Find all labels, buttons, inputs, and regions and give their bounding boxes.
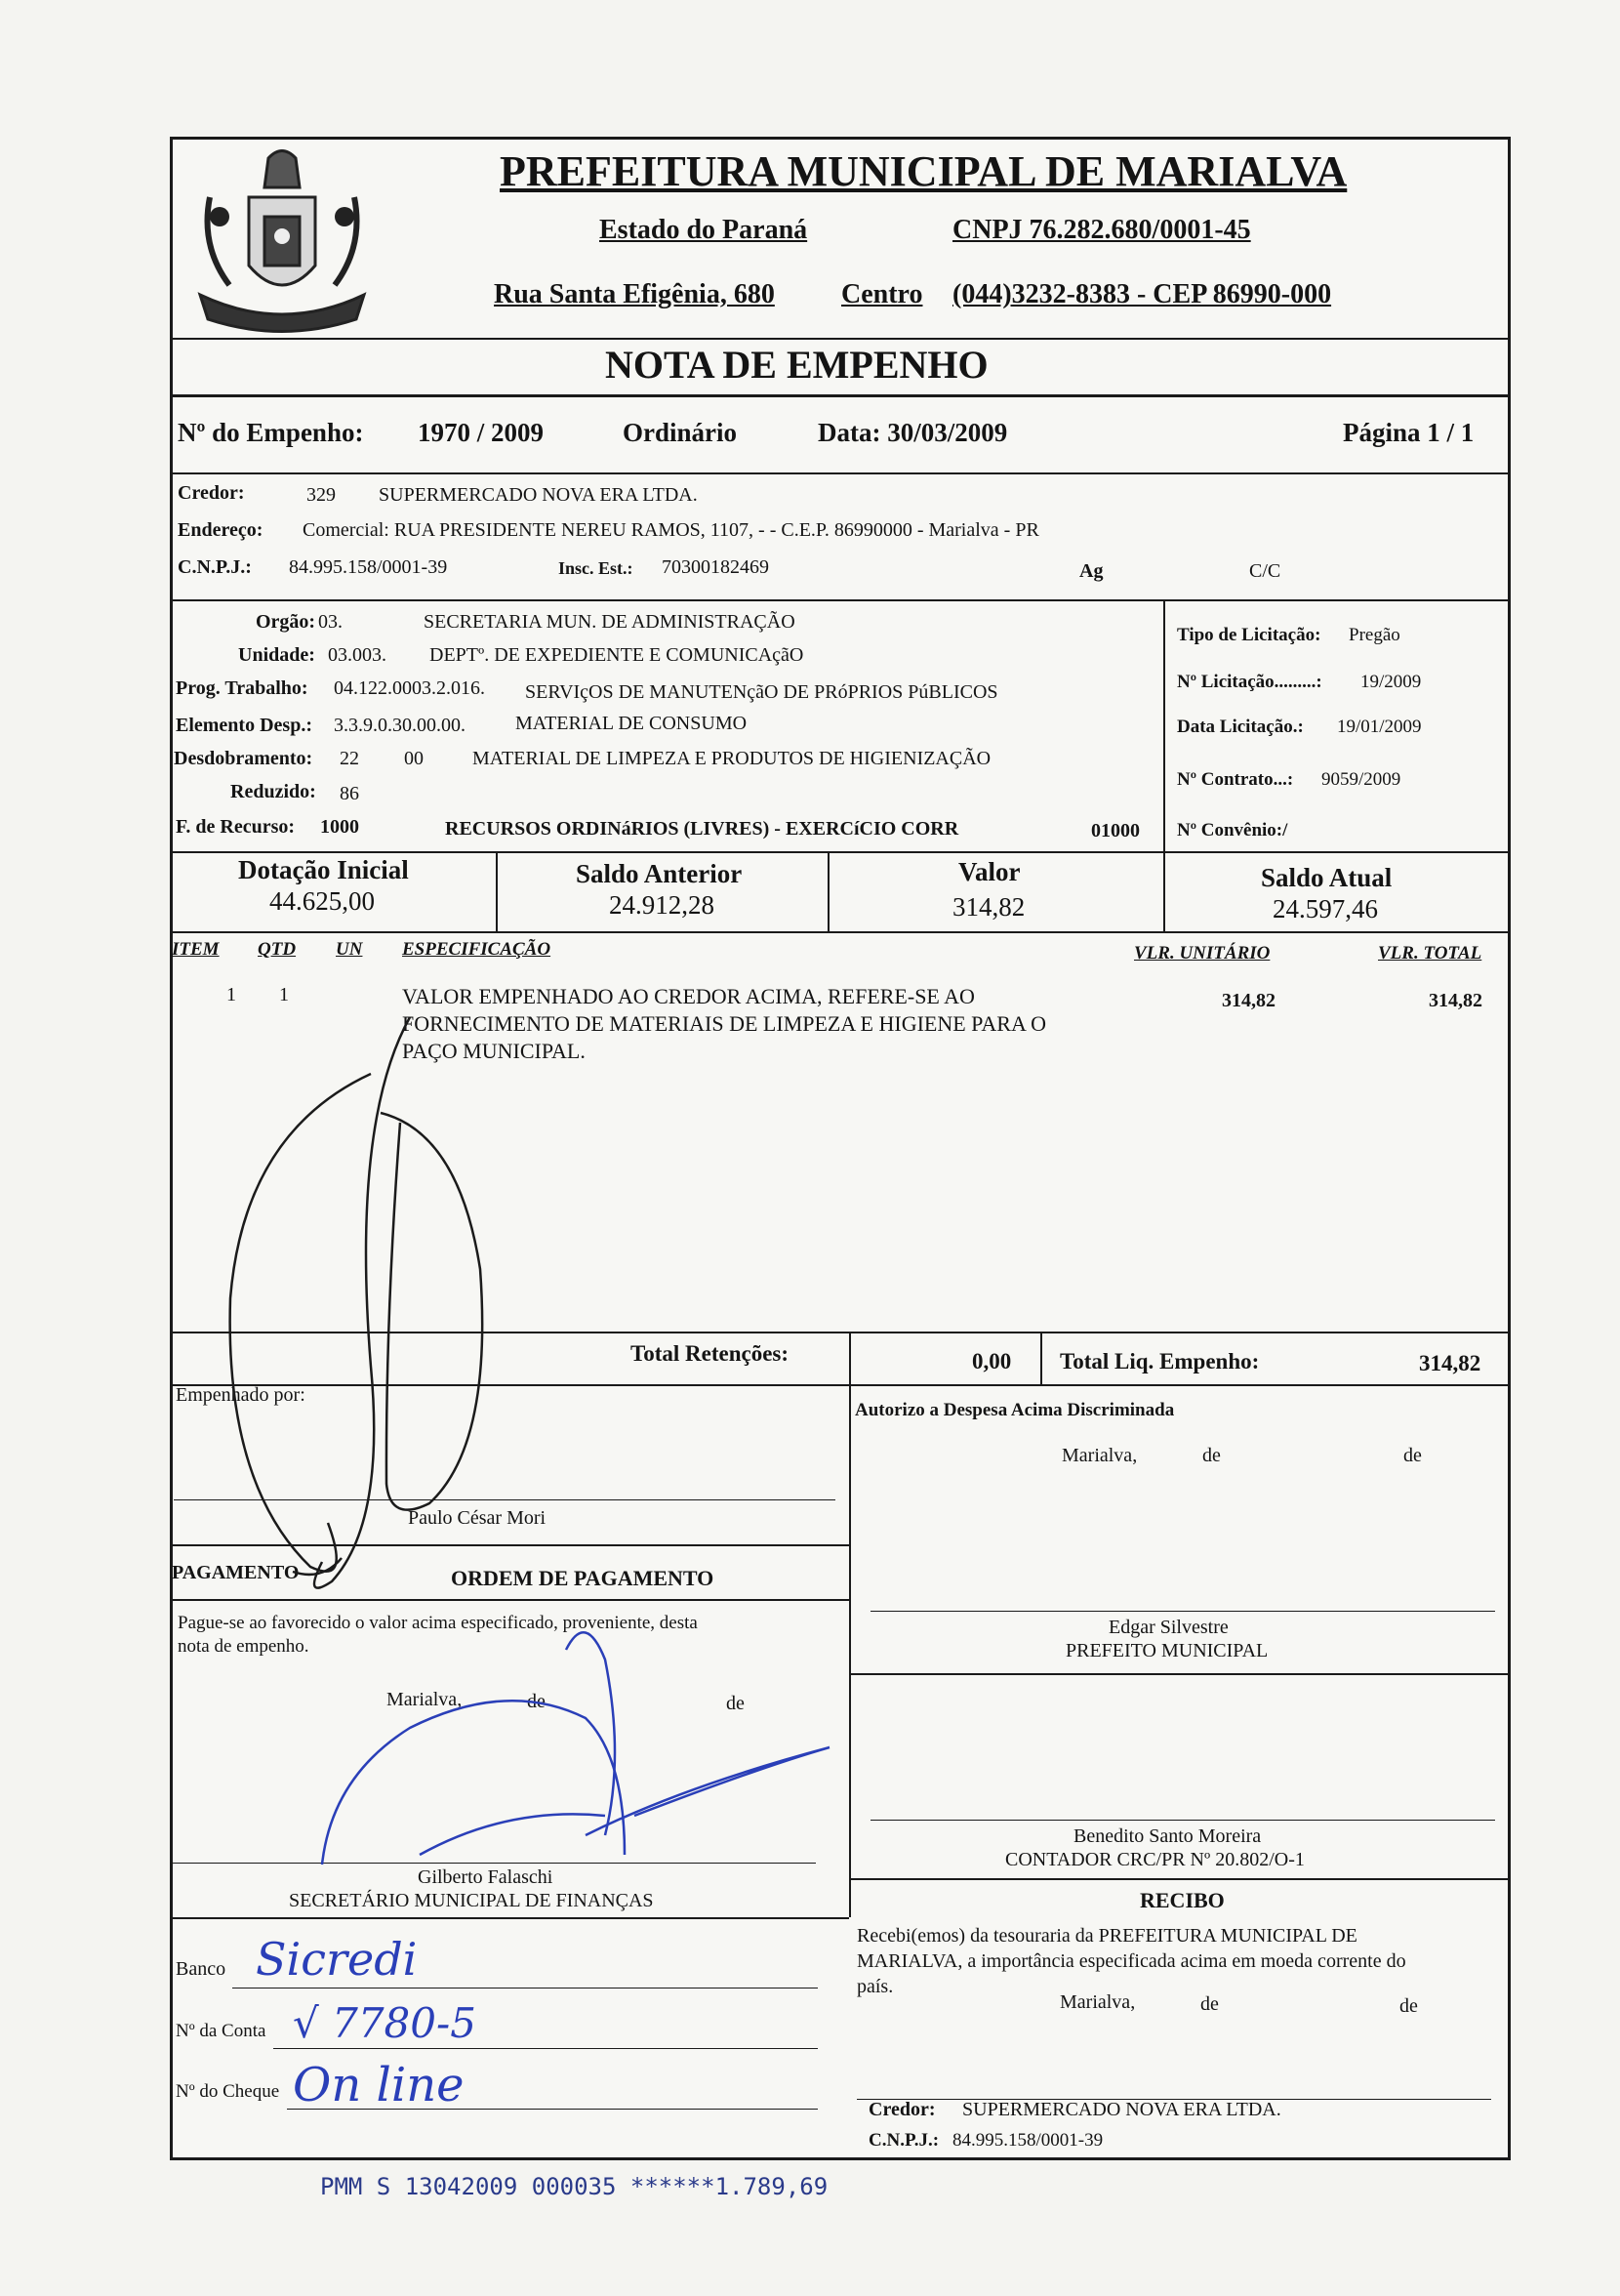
credor-code: 329 bbox=[306, 484, 336, 506]
cc-label: C/C bbox=[1249, 560, 1281, 582]
elemento-name: MATERIAL DE CONSUMO bbox=[515, 713, 748, 734]
pagamento-label: PAGAMENTO bbox=[172, 1562, 300, 1583]
liquido-value: 314,82 bbox=[1419, 1351, 1481, 1375]
licitacao-date-label: Data Licitação.: bbox=[1177, 717, 1304, 737]
contrato-label: Nº Contrato...: bbox=[1177, 769, 1294, 790]
unidade-name: DEPTº. DE EXPEDIENTE E COMUNICAçãO bbox=[429, 644, 804, 666]
row-spec-line-2: FORNECIMENTO DE MATERIAIS DE LIMPEZA E HIGIENE PARA O bbox=[402, 1011, 1047, 1036]
licitacao-number-label: Nº Licitação.........: bbox=[1177, 672, 1322, 692]
recibo-credor-label: Credor: bbox=[869, 2099, 936, 2120]
prog-label: Prog. Trabalho: bbox=[176, 677, 308, 699]
credor-insc: 70300182469 bbox=[662, 556, 769, 578]
col-vlr-total: VLR. TOTAL bbox=[1378, 943, 1482, 964]
municipality-district: Centro bbox=[841, 279, 923, 309]
pagamento-de-2: de bbox=[726, 1693, 745, 1714]
reduzido-value: 86 bbox=[340, 783, 359, 804]
credor-cnpj: 84.995.158/0001-39 bbox=[289, 556, 448, 578]
recibo-city: Marialva, bbox=[1060, 1991, 1136, 2013]
retencoes-label: Total Retenções: bbox=[630, 1341, 790, 1366]
saldo-anterior-value: 24.912,28 bbox=[609, 890, 714, 920]
dotacao-label: Dotação Inicial bbox=[238, 855, 409, 884]
document-title: NOTA DE EMPENHO bbox=[605, 343, 989, 387]
valor-label: Valor bbox=[958, 857, 1021, 886]
coat-of-arms-seal bbox=[181, 139, 384, 334]
conta-value: √ 7780-5 bbox=[293, 1999, 476, 2047]
page-indicator: Página 1 / 1 bbox=[1343, 418, 1475, 447]
recibo-title: RECIBO bbox=[1140, 1888, 1225, 1912]
prefeito-name: Edgar Silvestre bbox=[1109, 1617, 1229, 1638]
autorizo-de-1: de bbox=[1202, 1445, 1221, 1466]
banco-label: Banco bbox=[176, 1958, 226, 1980]
conta-label: Nº da Conta bbox=[176, 2021, 266, 2041]
contrato-number: 9059/2009 bbox=[1321, 769, 1401, 790]
row-spec-line-1: VALOR EMPENHADO AO CREDOR ACIMA, REFERE-SE AO bbox=[402, 984, 975, 1008]
row-total-value: 314,82 bbox=[1429, 990, 1482, 1011]
pagamento-text-line-1: Pague-se ao favorecido o valor acima especificado, proveniente, desta bbox=[178, 1613, 698, 1633]
municipality-title: PREFEITURA MUNICIPAL DE MARIALVA bbox=[500, 147, 1348, 195]
contador-name: Benedito Santo Moreira bbox=[1073, 1825, 1262, 1847]
recibo-text-line-1: Recebi(emos) da tesouraria da PREFEITURA MUNICIPAL DE bbox=[857, 1925, 1357, 1947]
row-unit-value: 314,82 bbox=[1222, 990, 1276, 1011]
pagamento-de-1: de bbox=[527, 1691, 546, 1712]
municipality-phone-cep: (044)3232-8383 - CEP 86990-000 bbox=[952, 279, 1332, 309]
col-vlr-unitario: VLR. UNITÁRIO bbox=[1134, 943, 1271, 964]
bank-stamp: PMM S 13042009 000035 ******1.789,69 bbox=[320, 2173, 829, 2200]
recurso-name: RECURSOS ORDINáRIOS (LIVRES) - EXERCíCIO CORR bbox=[445, 818, 959, 840]
row-item: 1 bbox=[226, 984, 236, 1005]
cheque-label: Nº do Cheque bbox=[176, 2081, 280, 2102]
col-un: UN bbox=[336, 939, 363, 960]
pagamento-text-line-2: nota de empenho. bbox=[178, 1636, 309, 1657]
saldo-anterior-label: Saldo Anterior bbox=[576, 859, 743, 888]
municipality-address: Rua Santa Efigênia, 680 bbox=[494, 279, 775, 309]
reduzido-label: Reduzido: bbox=[230, 781, 316, 802]
secretario-name: Gilberto Falaschi bbox=[418, 1866, 553, 1888]
empenho-number: 1970 / 2009 bbox=[418, 418, 545, 447]
desdobramento-b: 00 bbox=[404, 748, 424, 769]
desdobramento-a: 22 bbox=[340, 748, 359, 769]
licitacao-type-label: Tipo de Licitação: bbox=[1177, 625, 1321, 645]
orgao-code: 03. bbox=[318, 611, 343, 633]
col-item: ITEM bbox=[172, 939, 220, 960]
autorizo-label: Autorizo a Despesa Acima Discriminada bbox=[855, 1400, 1175, 1420]
prog-name: SERVIçOS DE MANUTENçãO DE PRóPRIOS PúBLICOS bbox=[525, 681, 998, 703]
valor-value: 314,82 bbox=[952, 892, 1026, 922]
desdobramento-label: Desdobramento: bbox=[174, 748, 313, 769]
empenho-date: Data: 30/03/2009 bbox=[818, 418, 1008, 447]
orgao-name: SECRETARIA MUN. DE ADMINISTRAÇÃO bbox=[424, 611, 795, 633]
recibo-de-1: de bbox=[1200, 1993, 1219, 2015]
retencoes-value: 0,00 bbox=[972, 1349, 1012, 1374]
empenho-number-label: Nº do Empenho: bbox=[178, 418, 364, 447]
recibo-text-line-2: MARIALVA, a importância especificada acima em moeda corrente do bbox=[857, 1950, 1406, 1972]
contador-role: CONTADOR CRC/PR Nº 20.802/O-1 bbox=[1005, 1849, 1305, 1870]
elemento-label: Elemento Desp.: bbox=[176, 715, 312, 736]
orgao-label: Orgão: bbox=[256, 611, 316, 633]
pagamento-city: Marialva, bbox=[386, 1689, 463, 1710]
recibo-credor-name: SUPERMERCADO NOVA ERA LTDA. bbox=[962, 2099, 1281, 2120]
recibo-cnpj: 84.995.158/0001-39 bbox=[952, 2130, 1104, 2151]
col-qtd: QTD bbox=[258, 939, 297, 960]
elemento-code: 3.3.9.0.30.00.00. bbox=[334, 715, 466, 736]
licitacao-number: 19/2009 bbox=[1360, 672, 1422, 692]
secretario-role: SECRETÁRIO MUNICIPAL DE FINANÇAS bbox=[289, 1890, 654, 1911]
dotacao-value: 44.625,00 bbox=[269, 886, 375, 916]
prefeito-role: PREFEITO MUNICIPAL bbox=[1066, 1640, 1269, 1661]
row-spec-line-3: PAÇO MUNICIPAL. bbox=[402, 1039, 586, 1063]
unidade-code: 03.003. bbox=[328, 644, 386, 666]
state-name: Estado do Paraná bbox=[599, 215, 808, 245]
municipality-cnpj: CNPJ 76.282.680/0001-45 bbox=[952, 215, 1251, 245]
liquido-label: Total Liq. Empenho: bbox=[1060, 1349, 1260, 1374]
credor-label: Credor: bbox=[178, 482, 245, 504]
recibo-text-line-3: país. bbox=[857, 1976, 894, 1997]
empenho-type: Ordinário bbox=[623, 418, 738, 447]
insc-label: Insc. Est.: bbox=[558, 558, 633, 578]
saldo-atual-value: 24.597,46 bbox=[1273, 894, 1378, 923]
ag-label: Ag bbox=[1079, 560, 1104, 582]
banco-value: Sicredi bbox=[256, 1933, 418, 1986]
ordem-pagamento-title: ORDEM DE PAGAMENTO bbox=[451, 1566, 714, 1590]
recurso-label: F. de Recurso: bbox=[176, 816, 296, 838]
convenio-label: Nº Convênio:/ bbox=[1177, 820, 1288, 840]
cheque-value: On line bbox=[293, 2058, 465, 2112]
col-especificacao: ESPECIFICAÇÃO bbox=[402, 939, 551, 960]
desdobramento-name: MATERIAL DE LIMPEZA E PRODUTOS DE HIGIENIZAÇÃO bbox=[472, 748, 992, 769]
licitacao-date: 19/01/2009 bbox=[1337, 717, 1422, 737]
address-label: Endereço: bbox=[178, 519, 263, 541]
empenhado-label: Empenhado por: bbox=[176, 1384, 305, 1406]
prog-code: 04.122.0003.2.016. bbox=[334, 677, 485, 699]
autorizo-city: Marialva, bbox=[1062, 1445, 1138, 1466]
cnpj-label: C.N.P.J.: bbox=[178, 556, 252, 578]
empenhado-name: Paulo César Mori bbox=[408, 1507, 547, 1529]
recurso-code: 1000 bbox=[320, 816, 359, 838]
row-qtd: 1 bbox=[279, 984, 289, 1005]
recurso-number: 01000 bbox=[1091, 820, 1140, 841]
unidade-label: Unidade: bbox=[238, 644, 315, 666]
recibo-cnpj-label: C.N.P.J.: bbox=[869, 2130, 940, 2151]
saldo-atual-label: Saldo Atual bbox=[1261, 863, 1393, 892]
credor-name: SUPERMERCADO NOVA ERA LTDA. bbox=[379, 484, 698, 506]
credor-address: Comercial: RUA PRESIDENTE NEREU RAMOS, 1107, - - C.E.P. 86990000 - Marialva - PR bbox=[303, 519, 1039, 541]
autorizo-de-2: de bbox=[1403, 1445, 1422, 1466]
licitacao-type: Pregão bbox=[1349, 625, 1400, 645]
recibo-de-2: de bbox=[1399, 1995, 1418, 2017]
